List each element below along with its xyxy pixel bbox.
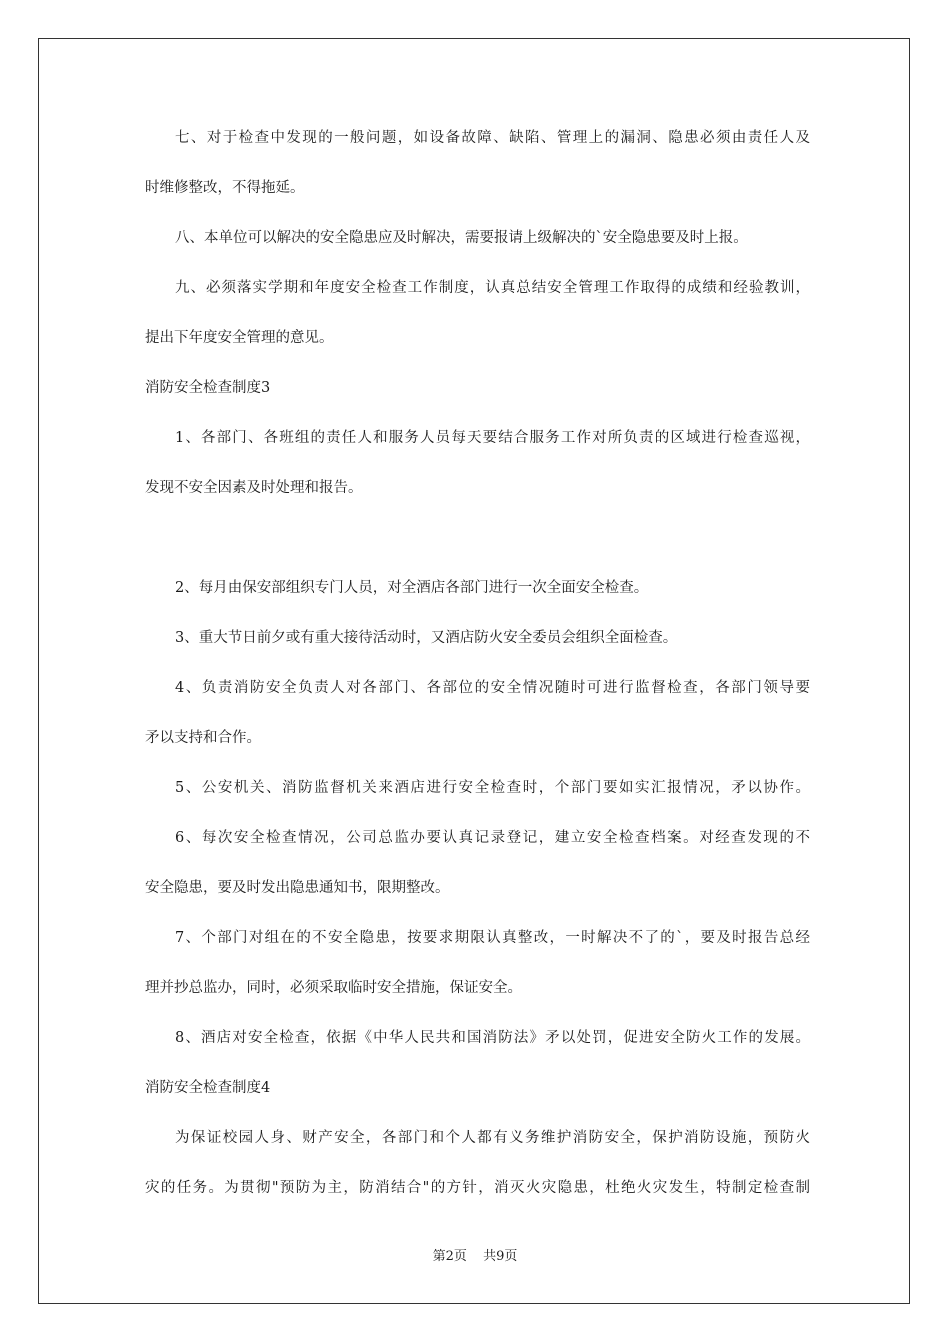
paragraph-line: 2、每月由保安部组织专门人员，对全酒店各部门进行一次全面安全检查。 (175, 580, 649, 596)
paragraph-line: 8、酒店对安全检查，依据《中华人民共和国消防法》矛以处罚，促进安全防火工作的发展。 (175, 1030, 810, 1046)
page-footer (0, 1248, 950, 1266)
paragraph-line: 理并抄总监办，同时，必须采取临时安全措施，保证安全。 (145, 980, 522, 996)
paragraph-line: 发现不安全因素及时处理和报告。 (145, 480, 363, 496)
paragraph-line: 矛以支持和合作。 (145, 730, 261, 746)
paragraph-line: 3、重大节日前夕或有重大接待活动时，又酒店防火安全委员会组织全面检查。 (175, 630, 678, 646)
paragraph-line: 八、本单位可以解决的安全隐患应及时解决，需要报请上级解决的`安全隐患要及时上报。 (175, 230, 748, 246)
page-total: 共9页 (483, 1249, 518, 1264)
paragraph-line: 安全隐患，要及时发出隐患通知书，限期整改。 (145, 880, 450, 896)
paragraph-line: 5、公安机关、消防监督机关来酒店进行安全检查时，个部门要如实汇报情况，矛以协作。 (175, 780, 810, 796)
section-heading: 消防安全检查制度4 (145, 1080, 271, 1096)
paragraph-line: 灾的任务。为贯彻"预防为主，防消结合"的方针，消灭火灾隐患，杜绝火灾发生，特制定检查制 (145, 1180, 810, 1196)
paragraph-line: 为保证校园人身、财产安全，各部门和个人都有义务维护消防安全，保护消防设施，预防火 (175, 1130, 810, 1146)
paragraph-line: 提出下年度安全管理的意见。 (145, 330, 334, 346)
page-number: 第2页 (432, 1249, 467, 1264)
paragraph-line: 七、对于检查中发现的一般问题，如设备故障、缺陷、管理上的漏洞、隐患必须由责任人及 (175, 130, 810, 146)
paragraph-line: 6、每次安全检查情况，公司总监办要认真记录登记，建立安全检查档案。对经查发现的不 (175, 830, 810, 846)
paragraph-line: 1、各部门、各班组的责任人和服务人员每天要结合服务工作对所负责的区域进行检查巡视， (175, 430, 810, 446)
paragraph-line: 时维修整改，不得拖延。 (145, 180, 305, 196)
section-heading: 消防安全检查制度3 (145, 380, 271, 396)
paragraph-line: 九、必须落实学期和年度安全检查工作制度，认真总结安全管理工作取得的成绩和经验教训， (175, 280, 810, 296)
paragraph-line: 4、负责消防安全负责人对各部门、各部位的安全情况随时可进行监督检查，各部门领导要 (175, 680, 810, 696)
paragraph-line: 7、个部门对组在的不安全隐患，按要求期限认真整改，一时解决不了的`，要及时报告总经 (175, 930, 810, 946)
